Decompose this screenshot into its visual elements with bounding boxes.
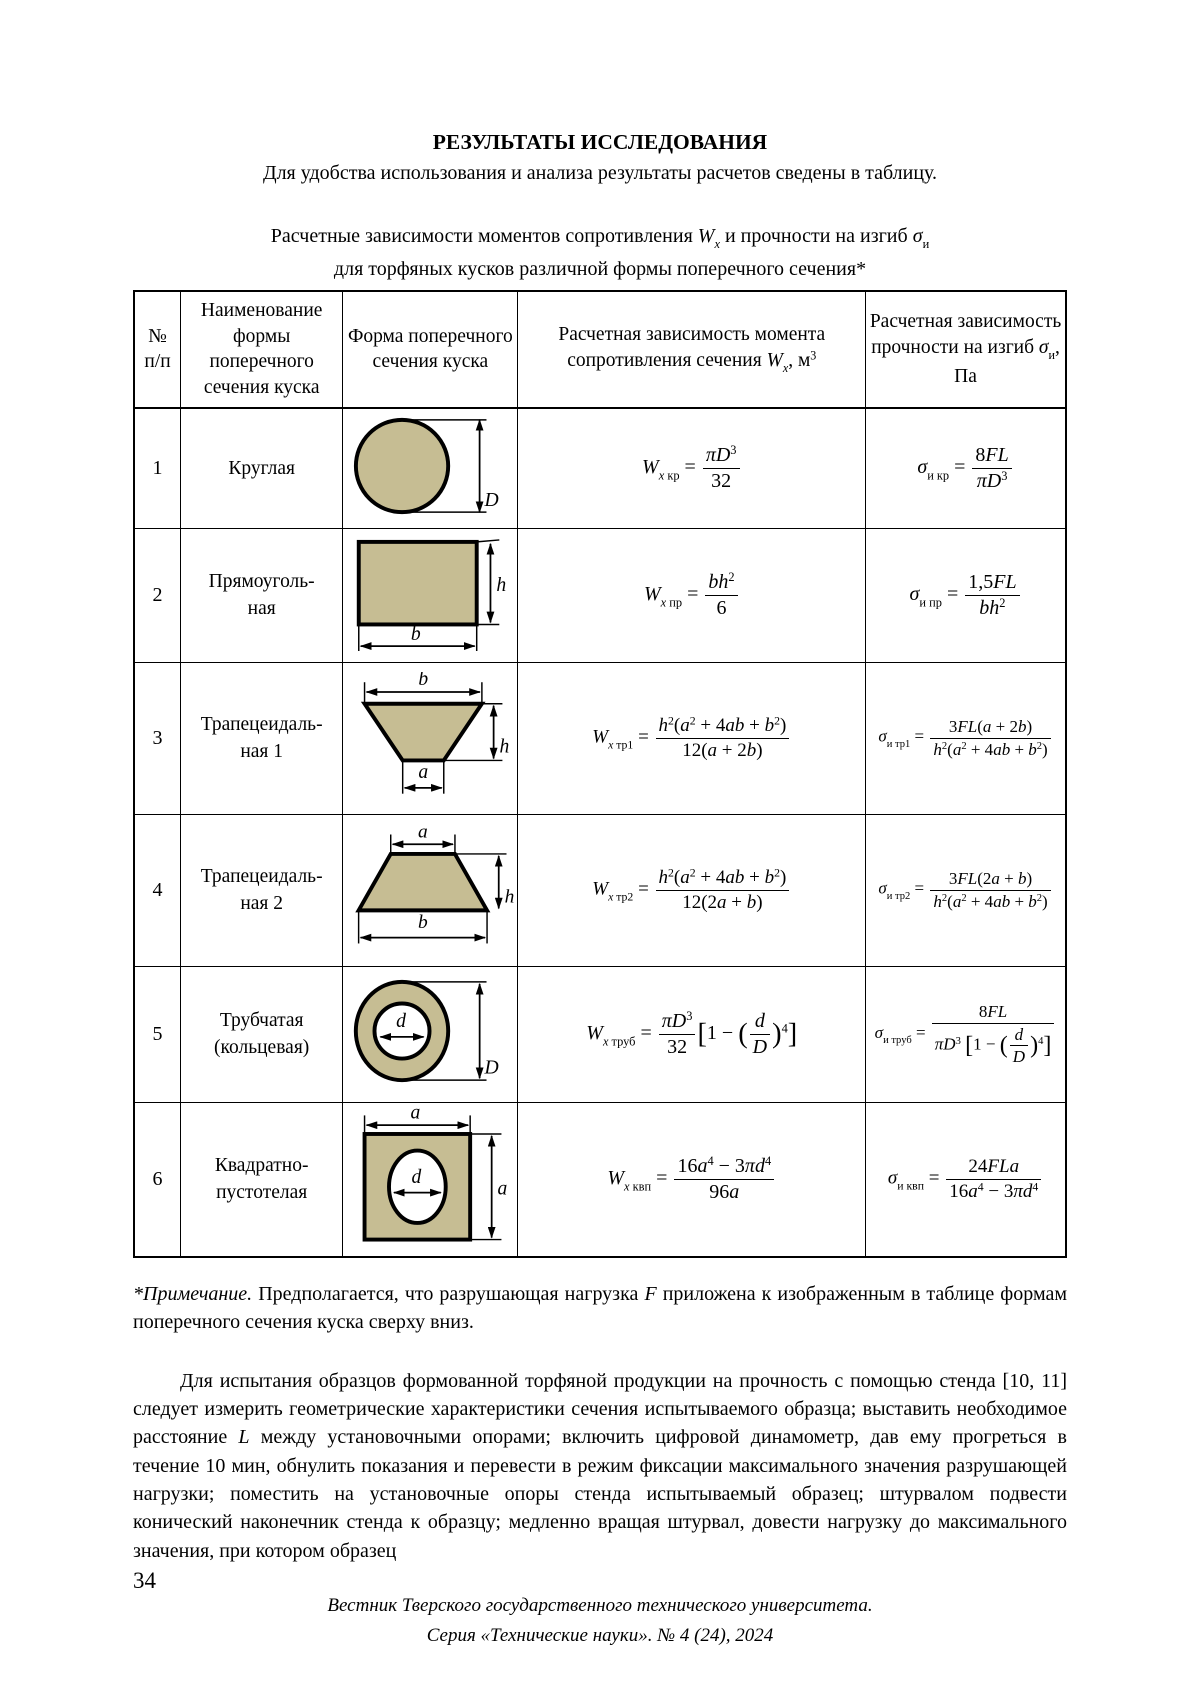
dim-label-d: d [396,1009,407,1032]
row-1-number: 1 [134,408,181,529]
trapezoid-2-diagram [345,824,525,952]
dim-label-b: b [418,911,428,933]
row-6-number: 6 [134,1102,181,1257]
row-6-w-formula: $W_x$ $_{квп}$ = $\frac{16a^4 - 3\pi d^4}{96a}$ [518,1102,866,1257]
table-header-row [134,291,1066,408]
table-caption-line-2: для торфяных кусков различной формы поперечного сечения* [333,257,867,280]
row-2-sigma-formula: $\sigma_{и пр}$ = $\frac{1,5FL}{bh^2}$ [866,528,1066,662]
dim-label-D: D [484,1056,499,1079]
row-2-number: 2 [134,528,181,662]
header-w-formula: Расчетная зависимость момента сопротивления сечения $W_x$, $м^3$ [518,291,866,408]
row-3-shape-cell [343,662,518,814]
row-6-sigma-formula: $\sigma_{и квп}$ = $\frac{\text{24FLa}}{16a^4 - 3\pi d^4}$ [866,1102,1066,1257]
row-3-number: 3 [134,662,181,814]
row-2-shape-cell [343,528,518,662]
dim-label-D: D [484,489,499,511]
table-row-hollow-square [134,1102,1066,1257]
row-2-name: Прямоуголь- ная [181,528,343,662]
row-2-w-formula: $W_x$ $_{пр}$ = $\frac{bh^2}{6}$ [518,528,866,662]
row-3-w-formula: $W_x$ $_{тр1}$ = $\frac{h^2(a^2 + 4ab + b^2)}{12(a + 2b)}$ [518,662,866,814]
row-5-sigma-formula: $\sigma_{и труб}$ = 8FL $\pi D^3$ [1 − ( $\frac{d}{D}$ )$^4$] [866,966,1066,1102]
row-4-name: Трапецеидаль- ная 2 [181,814,343,966]
dim-label-b: b [411,622,421,645]
row-5-w-formula: $W_x$ $_{труб}$ = $\frac{\pi D^3}{32}$ [1 − ( $\frac{d}{D}$ )$^4$] [518,966,866,1102]
journal-footer-line-1: Вестник Тверского государственного технического университета. [327,1595,873,1617]
table-row-trapezoid-2 [134,814,1066,966]
row-5-name: Трубчатая (кольцевая) [181,966,343,1102]
row-4-number: 4 [134,814,181,966]
dim-label-h: h [504,886,515,908]
row-1-sigma-formula: $\sigma_{и кр}$ = $\frac{8FL}{\pi D^3}$ [866,408,1066,529]
trapezoid-1-diagram [345,672,521,800]
header-sigma-formula: Расчетная зависимость прочности на изгиб $\sigma_и$, Па [866,291,1066,408]
body-paragraph: Для испытания образцов формованной торфяной продукции на прочность с помощью стенда [10, 11] следует измерить геометрические характеристики сечения испытываемого образца; выставить необходимое расстояние L между установочными опорами; включить цифровой динамометр, дав ему прогреться в течение 10 мин, обнулить показания и перевести в режим фиксации максимального значения разрушающей нагрузки; поместить на установочные опоры стенда испытываемый образец; штурвалом подвести конический наконечник стенда к образцу; медленно вращая штурвал, довести нагрузку до максимального значения, при котором образец [133,1369,1067,1562]
circle-diagram [345,412,517,520]
dim-label-a: a [418,823,428,843]
row-5-number: 5 [134,966,181,1102]
results-table [133,290,1067,1258]
row-1-name: Круглая [181,408,343,529]
rectangle-diagram [345,532,517,654]
header-shape-figure: Форма поперечного сечения куска [343,291,518,408]
dim-label-h: h [496,573,507,596]
table-caption-line-1: Расчетные зависимости моментов сопротивления $W_x$ и прочности на изгиб $\sigma_и$ [270,225,930,252]
row-3-sigma-formula: $\sigma_{и тр1}$ = $\frac{3FL(a + 2b)}{h^2(a^2 + 4ab + b^2)}$ [866,662,1066,814]
table-caption [133,221,1067,284]
row-6-shape-cell [343,1102,518,1257]
row-4-shape-cell [343,814,518,966]
table-footnote: *Примечание. Предполагается, что разрушающая нагрузка F приложена к изображенным в таблице формам поперечного сечения куска сверху вниз. [133,1282,1067,1334]
ring-diagram [345,975,517,1089]
table-row-rectangle [134,528,1066,662]
row-5-shape-cell [343,966,518,1102]
section-heading: РЕЗУЛЬТАТЫ ИССЛЕДОВАНИЯ [432,130,768,154]
dim-label-b: b [418,671,429,690]
row-4-w-formula: $W_x$ $_{тр2}$ = $\frac{h^2(a^2 + 4ab + b^2)}{12(2a + b)}$ [518,814,866,966]
header-shape-name: Наименование формы поперечного сечения куска [181,291,343,408]
page-number: 34 [133,1568,156,1593]
row-6-name: Квадратно- пустотелая [181,1102,343,1257]
dim-label-h: h [499,736,510,758]
row-4-sigma-formula: $\sigma_{и тр2}$ = $\frac{3FL(2a + b)}{h^2(a^2 + 4ab + b^2)}$ [866,814,1066,966]
row-3-name: Трапецеидаль- ная 1 [181,662,343,814]
row-1-shape-cell [343,408,518,529]
dim-label-a: a [418,761,429,783]
row-1-w-formula: $W_x$ $_{кр}$ = $\frac{\pi D^3}{32}$ [518,408,866,529]
dim-label-a-right: a [497,1178,508,1200]
table-row-circle [134,408,1066,529]
journal-footer [133,1591,1067,1650]
table-row-ring [134,966,1066,1102]
dim-label-d: d [411,1166,422,1188]
hollow-square-diagram [345,1106,521,1248]
dim-label-a-top: a [410,1105,421,1124]
journal-footer-line-2: Серия «Технические науки». № 4 (24), 2024 [426,1624,774,1646]
header-number: № п/п [134,291,181,408]
table-row-trapezoid-1 [134,662,1066,814]
intro-text: Для удобства использования и анализа результаты расчетов сведены в таблицу. [262,162,938,184]
